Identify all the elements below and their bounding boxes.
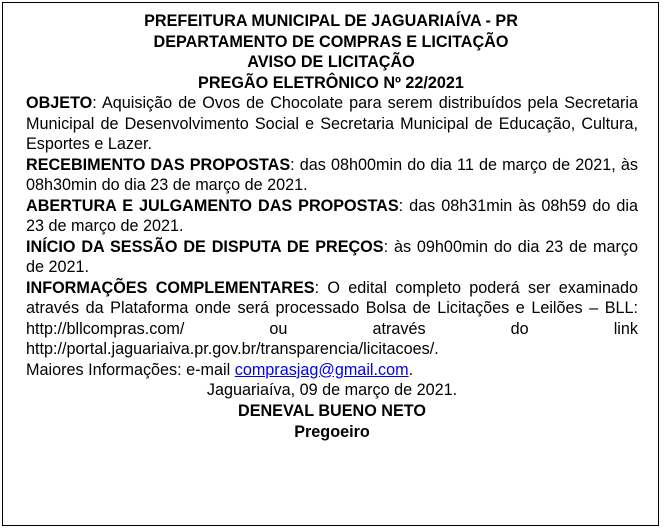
- section-contato: [26, 360, 638, 381]
- abertura-text: : das 08h31min às 08h59 do dia 23 de março de 2021.: [26, 196, 638, 235]
- informacoes-text: : O edital completo poderá ser examinado através da Plataforma onde será processado Bolsa de Licitações e Leilões – BLL: http://bllcompras.com/ ou através do link http://portal.jaguariaiva.pr.gov.br/transparencia/licitacoes/.: [26, 278, 638, 358]
- email-link[interactable]: comprasjag@gmail.com: [234, 360, 409, 379]
- notice-body: [26, 93, 638, 401]
- section-abertura: [26, 196, 638, 237]
- header-departamento: DEPARTAMENTO DE COMPRAS E LICITAÇÃO: [153, 32, 509, 51]
- signature-block: [26, 401, 638, 443]
- objeto-label: OBJETO: [26, 94, 93, 112]
- notice-frame: [2, 2, 659, 526]
- signer-name: DENEVAL BUENO NETO: [238, 401, 426, 420]
- abertura-label: ABERTURA E JULGAMENTO DAS PROPOSTAS: [26, 196, 399, 215]
- recebimento-text: : das 08h00min do dia 11 de março de 2021, às 08h30min do dia 23 de março de 2021.: [26, 155, 638, 194]
- header-pregao: PREGÃO ELETRÔNICO Nº 22/2021: [198, 73, 464, 92]
- header-prefeitura: PREFEITURA MUNICIPAL DE JAGUARIAÍVA - PR: [144, 12, 518, 30]
- recebimento-label: RECEBIMENTO DAS PROPOSTAS: [26, 155, 291, 174]
- notice-header: [24, 11, 638, 93]
- place-date: Jaguariaíva, 09 de março de 2021.: [206, 381, 458, 399]
- contato-suffix: .: [408, 360, 414, 379]
- header-aviso: AVISO DE LICITAÇÃO: [247, 53, 415, 71]
- section-objeto: [26, 93, 638, 155]
- section-informacoes: [26, 278, 638, 360]
- inicio-label: INÍCIO DA SESSÃO DE DISPUTA DE PREÇOS: [26, 237, 384, 256]
- signer-role: Pregoeiro: [294, 422, 370, 441]
- objeto-text: : Aquisição de Ovos de Chocolate para serem distribuídos pela Secretaria Municipal de Desenvolvimento Social e Secretaria Municipal de Educação, Cultura, Esportes e Lazer.: [26, 94, 638, 153]
- section-recebimento: [26, 155, 638, 196]
- contato-prefix: Maiores Informações: e-mail: [26, 360, 235, 379]
- inicio-text: : às 09h00min do dia 23 de março de 2021.: [26, 237, 639, 276]
- informacoes-label: INFORMAÇÕES COMPLEMENTARES: [26, 278, 315, 297]
- section-inicio: [26, 237, 638, 278]
